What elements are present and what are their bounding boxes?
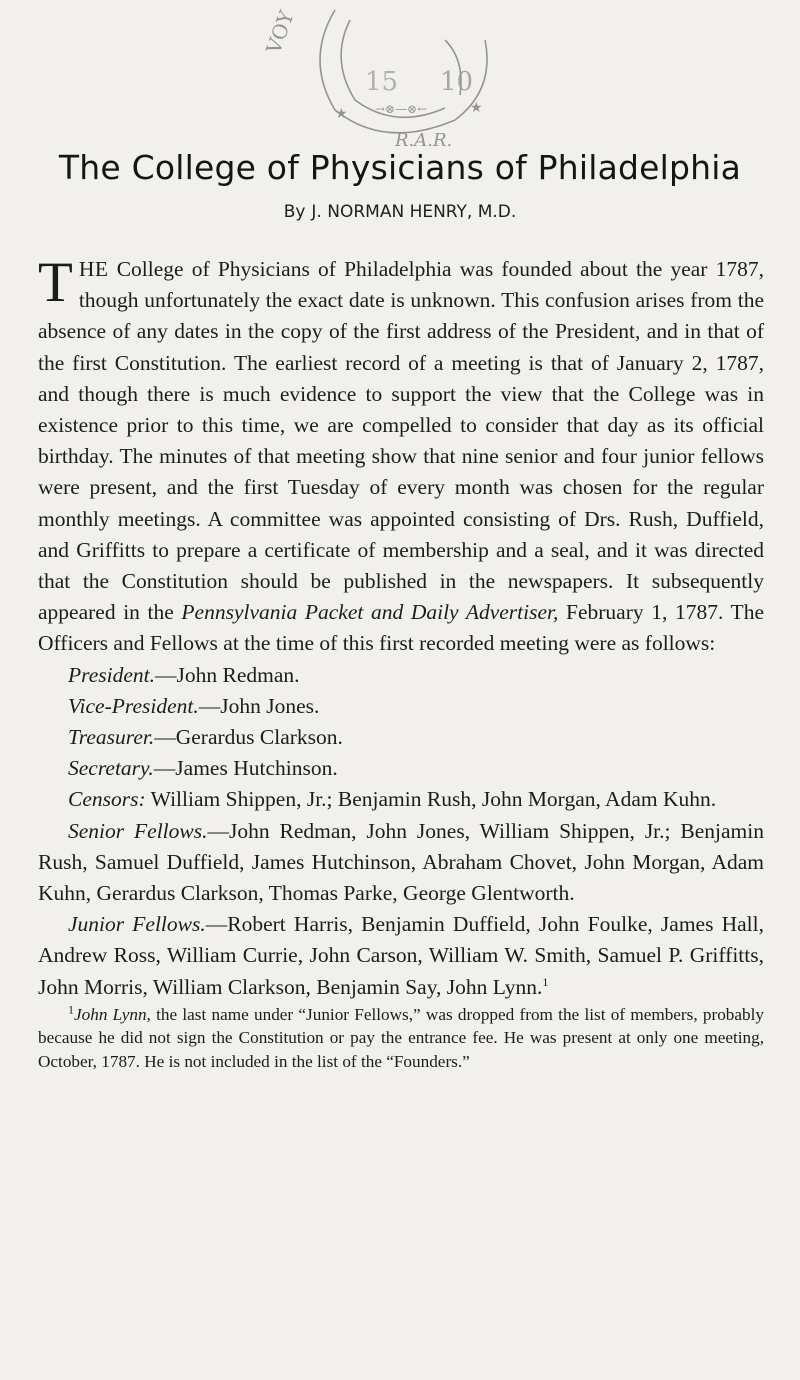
byline-prefix: By <box>283 202 306 222</box>
library-stamp-icon <box>261 0 535 151</box>
officer-treasurer <box>38 722 764 753</box>
footnote-marker: 1 <box>68 1002 74 1017</box>
officer-names: —John Jones. <box>198 693 320 718</box>
stamp-text: R.A.R. <box>395 130 453 151</box>
intro-text-2: February 1, 1787. The Officers and Fellows at the time of this first recorded meeting were as follows: <box>38 600 764 656</box>
officer-role: Secretary. <box>68 756 154 781</box>
senior-fellows <box>38 816 764 910</box>
lead-caps: HE <box>78 257 109 281</box>
officer-role: Junior Fellows. <box>68 912 206 937</box>
officer-role: Senior Fellows. <box>68 818 208 843</box>
article-body <box>38 251 765 1073</box>
newspaper-title: Pennsylvania Packet and Daily Advertiser, <box>181 600 559 625</box>
officer-names: —John Redman. <box>154 662 300 687</box>
officer-vice-president <box>38 691 764 722</box>
officer-names: William Shippen, Jr.; Benjamin Rush, John Morgan, Adam Kuhn. <box>145 787 717 812</box>
svg-text:VOY: VOY <box>261 7 299 57</box>
svg-text:10: 10 <box>440 67 474 97</box>
footnote-text: the last name under “Junior Fellows,” was dropped from the list of members, probably because he did not sign the Constitution or pay the entrance fee. He was present at only one meeting, October, 1787. He is not included in the list of the “Founders.” <box>38 1004 764 1071</box>
officer-president <box>38 660 764 691</box>
officer-names: —Robert Harris, Benjamin Duffield, John Foulke, James Hall, Andrew Ross, William Currie, John Carson, William W. Smith, Samuel P. Griffitts, John Morris, William Clarkson, Benjamin Say, John Lynn. <box>38 912 765 999</box>
intro-text-1: College of Physicians of Philadelphia was founded about the year 1787, though unfortunately the exact date is unknown. This confusion arises from the absence of any dates in the copy of the first address of the President, and in that of the first Constitution. The earliest record of a meeting is that of January 2, 1787, and though there is much evidence to support the view that the College was in existence prior to this time, we are compelled to consider that day as its official birthday. The minutes of that meeting show that nine senior and four junior fellows were present, and the first Tuesday of every month was chosen for the regular monthly meetings. A committee was appointed consisting of Drs. Rush, Duffield, and Griffitts to prepare a certificate of membership and a seal, and it was directed that the Constitution should be published in the newspapers. It subsequently appeared in the <box>38 257 764 625</box>
officer-role: President. <box>68 662 155 687</box>
officer-names: —James Hutchinson. <box>153 756 338 781</box>
author-name: J. NORMAN HENRY, M.D. <box>311 202 517 222</box>
article-title: The College of Physicians of Philadelphia <box>58 148 742 187</box>
byline <box>0 202 800 222</box>
footnote-reference: 1 <box>542 974 549 989</box>
footnote <box>38 1003 764 1073</box>
junior-fellows <box>38 909 764 1003</box>
intro-paragraph <box>38 251 764 660</box>
drop-cap: T <box>38 251 73 314</box>
officer-censors <box>38 784 764 815</box>
svg-text:★: ★ <box>470 100 483 116</box>
footnote-name: John Lynn, <box>74 1004 151 1024</box>
officer-names: —Gerardus Clarkson. <box>154 725 343 750</box>
officer-role: Treasurer. <box>68 725 155 750</box>
svg-text:15: 15 <box>365 67 399 97</box>
svg-text:→⊗—⊗←: →⊗—⊗← <box>375 102 428 116</box>
officer-role: Censors: <box>68 787 146 812</box>
officer-secretary <box>38 753 764 784</box>
officer-role: Vice-President. <box>68 693 199 718</box>
officer-names: —John Redman, John Jones, William Shippen, Jr.; Benjamin Rush, Samuel Duffield, James Hutchinson, Abraham Chovet, John Morgan, Adam Kuhn, Gerardus Clarkson, Thomas Parke, George Glentworth. <box>38 818 764 906</box>
svg-text:★: ★ <box>335 106 348 122</box>
